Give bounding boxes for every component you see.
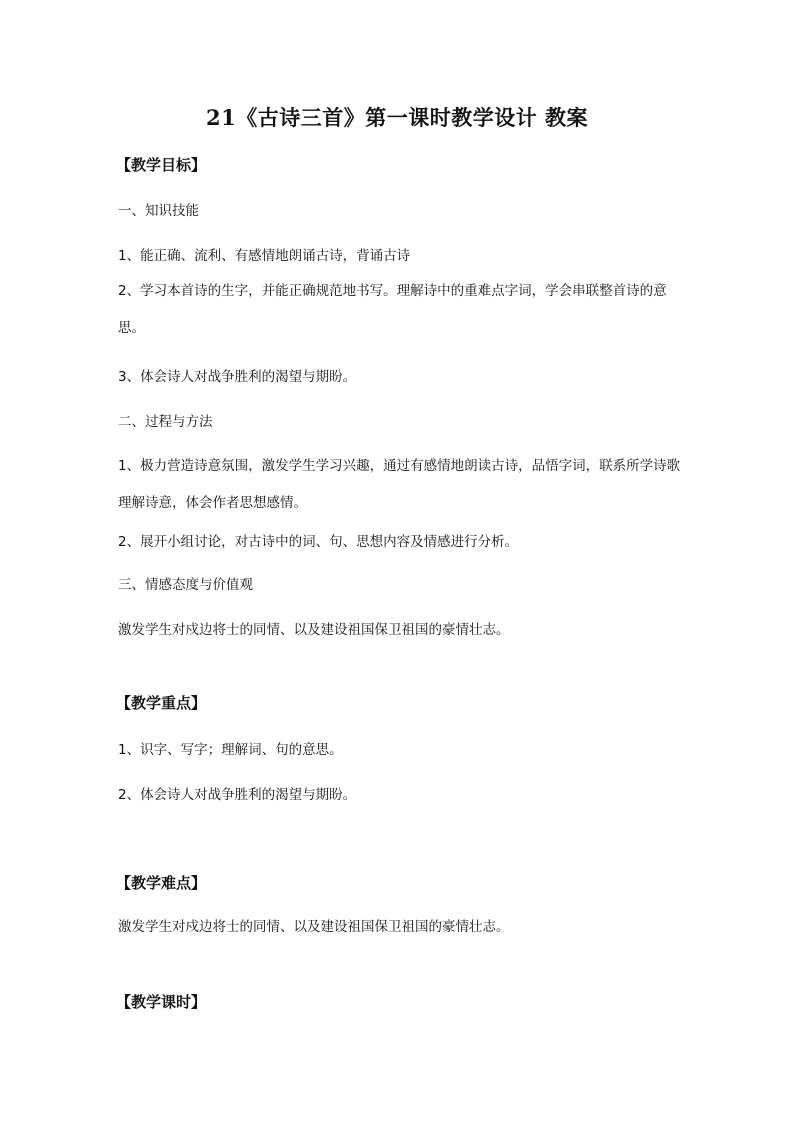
knowledge-item-3: 3、体会诗人对战争胜利的渴望与期盼。 [118, 369, 357, 385]
process-methods-label: 二、过程与方法 [118, 414, 213, 430]
hours-heading: 【教学课时】 [116, 993, 207, 1011]
emotion-values-label: 三、情感态度与价值观 [118, 577, 253, 593]
knowledge-item-1: 1、能正确、流利、有感情地朗诵古诗，背诵古诗 [118, 248, 411, 264]
process-item-1: 1、极力营造诗意氛围，激发学生学习兴趣，通过有感情地朗读古诗，品悟字词，联系所学诗歌理解诗意，体会作者思想感情。 [118, 458, 681, 511]
key-point-item-2: 2、体会诗人对战争胜利的渴望与期盼。 [118, 787, 357, 803]
knowledge-item-2: 2、学习本首诗的生字，并能正确规范地书写。理解诗中的重难点字词，学会串联整首诗的意思。 [118, 283, 667, 336]
knowledge-skills-label: 一、知识技能 [118, 203, 199, 219]
difficulties-text: 激发学生对戍边将士的同情、以及建设祖国保卫祖国的豪情壮志。 [118, 919, 510, 935]
process-item-2: 2、展开小组讨论，对古诗中的词、句、思想内容及情感进行分析。 [118, 534, 519, 550]
document-title: 21《古诗三首》第一课时教学设计 教案 [205, 105, 589, 130]
key-point-item-1: 1、识字、写字；理解词、句的意思。 [118, 742, 343, 758]
objectives-heading: 【教学目标】 [116, 156, 207, 174]
key-points-heading: 【教学重点】 [116, 694, 207, 712]
emotion-values-text: 激发学生对戍边将士的同情、以及建设祖国保卫祖国的豪情壮志。 [118, 622, 510, 638]
difficulties-heading: 【教学难点】 [116, 874, 207, 892]
